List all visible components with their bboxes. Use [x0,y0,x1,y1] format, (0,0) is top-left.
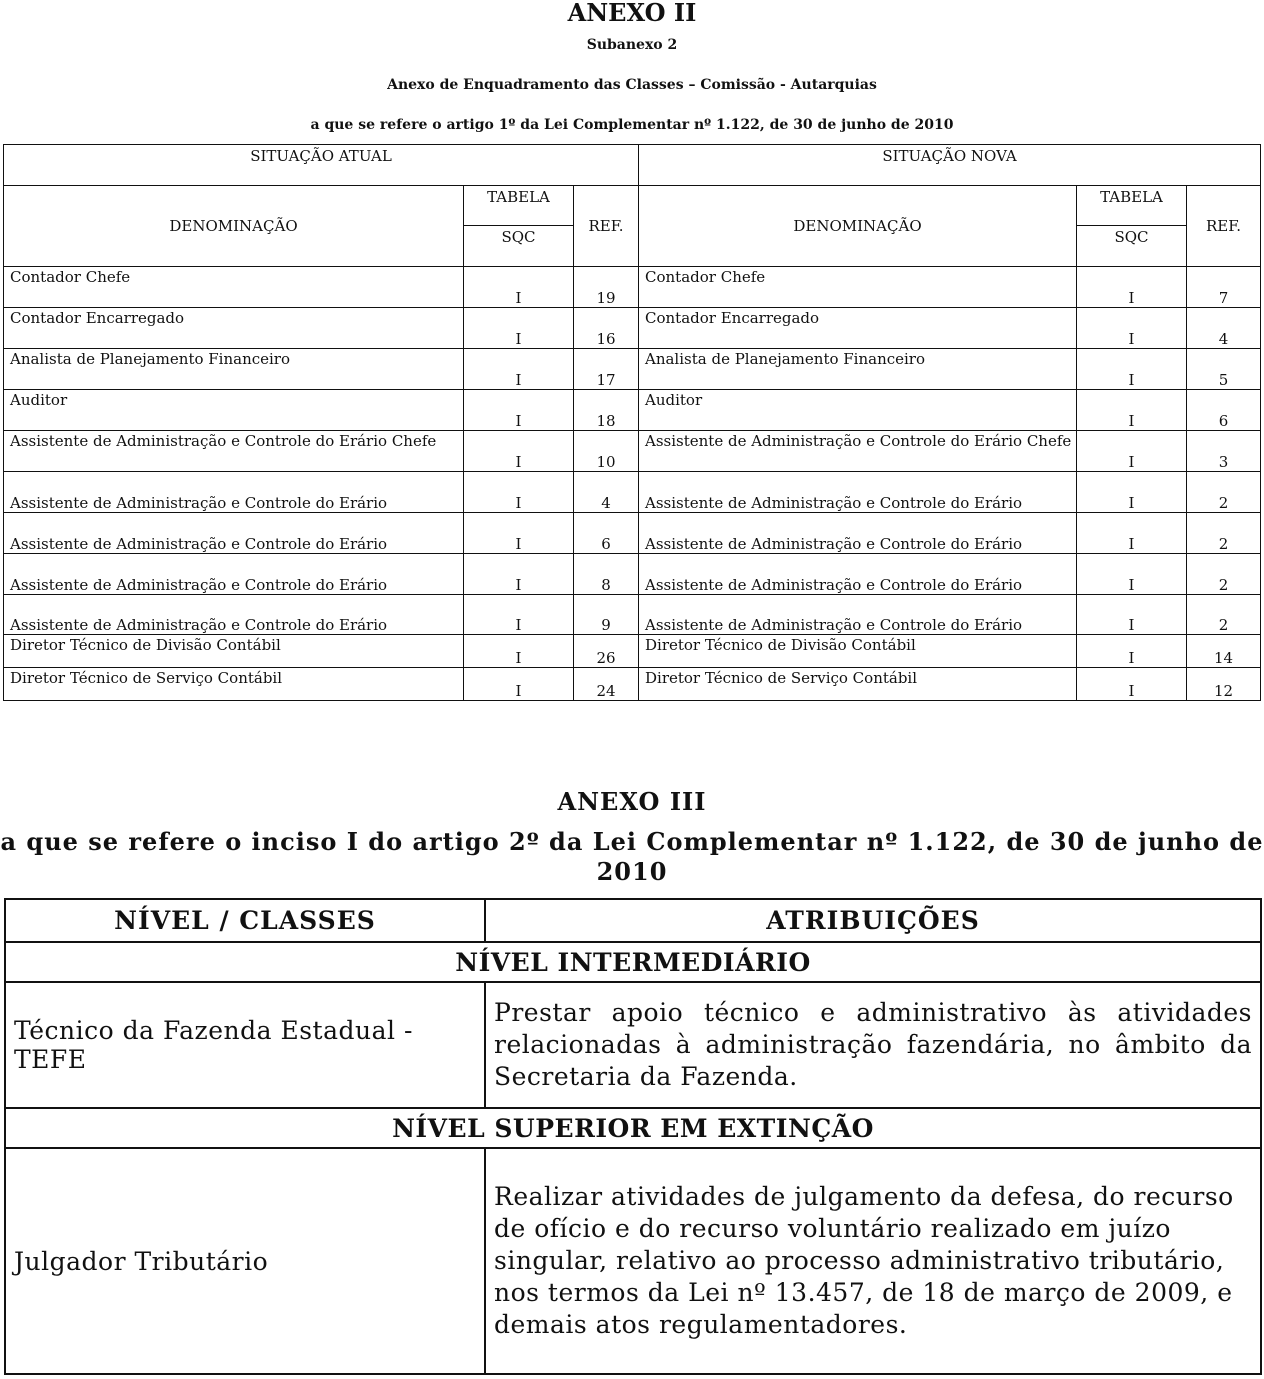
nova-sqc: I [1077,349,1187,390]
atual-sqc: I [464,595,574,635]
atual-sqc: I [464,554,574,595]
atual-denominacao: Contador Chefe [4,267,464,308]
atual-ref: 17 [574,349,639,390]
nova-denominacao: Contador Chefe [639,267,1077,308]
atual-ref: 8 [574,554,639,595]
atual-denominacao: Auditor [4,390,464,431]
table-row [4,308,1261,349]
table-row [4,267,1261,308]
header-ref-atual: REF. [574,186,639,267]
nova-sqc: I [1077,668,1187,701]
header-atribuicoes: ATRIBUIÇÕES [485,899,1261,942]
atribuicao-text: Realizar atividades de julgamento da defesa, do recurso de ofício e do recurso voluntário realizado em juízo singular, relativo ao processo administrativo tributário, nos termos da Lei nº 13.457, de 18 de março de 2009, e demais atos regulamentadores. [485,1148,1261,1374]
nova-ref: 14 [1187,635,1261,668]
nova-ref: 7 [1187,267,1261,308]
table-row [4,349,1261,390]
atual-ref: 24 [574,668,639,701]
header-denominacao-nova: DENOMINAÇÃO [639,186,1077,267]
atribuicoes-table [4,898,1262,1375]
nova-denominacao: Assistente de Administração e Controle do Erário [639,513,1077,554]
header-nivel-classes: NÍVEL / CLASSES [5,899,485,942]
enquadramento-table [3,144,1261,701]
header-denominacao-atual: DENOMINAÇÃO [4,186,464,267]
nova-denominacao: Assistente de Administração e Controle do Erário Chefe [639,431,1077,472]
header-situacao-nova: SITUAÇÃO NOVA [639,145,1261,186]
table-row [4,431,1261,472]
atual-denominacao: Assistente de Administração e Controle do Erário [4,595,464,635]
nova-denominacao: Assistente de Administração e Controle do Erário [639,554,1077,595]
nova-ref: 3 [1187,431,1261,472]
atual-denominacao: Contador Encarregado [4,308,464,349]
nova-sqc: I [1077,635,1187,668]
table-row [5,1148,1261,1374]
nova-sqc: I [1077,267,1187,308]
band-nivel-superior: NÍVEL SUPERIOR EM EXTINÇÃO [5,1108,1261,1148]
nova-ref: 12 [1187,668,1261,701]
atual-ref: 9 [574,595,639,635]
band-nivel-intermediario: NÍVEL INTERMEDIÁRIO [5,942,1261,982]
nova-denominacao: Diretor Técnico de Divisão Contábil [639,635,1077,668]
nova-denominacao: Diretor Técnico de Serviço Contábil [639,668,1077,701]
atual-denominacao: Assistente de Administração e Controle do Erário Chefe [4,431,464,472]
atual-ref: 6 [574,513,639,554]
atual-sqc: I [464,390,574,431]
nova-denominacao: Assistente de Administração e Controle do Erário [639,595,1077,635]
header-sqc-atual: SQC [464,226,574,267]
atual-ref: 4 [574,472,639,513]
anexo-ii-caption: Anexo de Enquadramento das Classes – Comissão - Autarquias [387,77,877,93]
anexo-ii-reference: a que se refere o artigo 1º da Lei Complementar nº 1.122, de 30 de junho de 2010 [310,117,954,133]
atual-ref: 16 [574,308,639,349]
nova-denominacao: Assistente de Administração e Controle do Erário [639,472,1077,513]
nova-ref: 2 [1187,595,1261,635]
atual-sqc: I [464,668,574,701]
nova-ref: 2 [1187,513,1261,554]
anexo-ii-title: ANEXO II [567,0,697,27]
atual-ref: 10 [574,431,639,472]
nova-sqc: I [1077,431,1187,472]
header-ref-nova: REF. [1187,186,1261,267]
anexo-iii-title: ANEXO III [557,787,707,816]
nova-ref: 6 [1187,390,1261,431]
nova-denominacao: Analista de Planejamento Financeiro [639,349,1077,390]
table-row [4,668,1261,701]
atual-ref: 26 [574,635,639,668]
nova-denominacao: Contador Encarregado [639,308,1077,349]
anexo-iii-reference: a que se refere o inciso I do artigo 2º da Lei Complementar nº 1.122, de 30 de junho de 2010 [0,827,1264,886]
atual-sqc: I [464,349,574,390]
atual-denominacao: Analista de Planejamento Financeiro [4,349,464,390]
nova-sqc: I [1077,308,1187,349]
table-row [4,595,1261,635]
nova-sqc: I [1077,554,1187,595]
subanexo-title: Subanexo 2 [586,37,678,53]
atual-denominacao: Assistente de Administração e Controle do Erário [4,554,464,595]
atual-ref: 18 [574,390,639,431]
table-row [4,513,1261,554]
atual-sqc: I [464,431,574,472]
atual-ref: 19 [574,267,639,308]
nova-sqc: I [1077,513,1187,554]
atual-sqc: I [464,472,574,513]
classe-name: Técnico da Fazenda Estadual - TEFE [5,982,485,1108]
atual-sqc: I [464,635,574,668]
atribuicao-text: Prestar apoio técnico e administrativo às atividades relacionadas à administração fazendária, no âmbito da Secretaria da Fazenda. [485,982,1261,1108]
table-row [4,390,1261,431]
nova-sqc: I [1077,472,1187,513]
header-tabela-atual: TABELA [464,186,574,226]
table-row [4,635,1261,668]
atual-sqc: I [464,308,574,349]
atual-denominacao: Diretor Técnico de Divisão Contábil [4,635,464,668]
table-row [4,472,1261,513]
nova-denominacao: Auditor [639,390,1077,431]
atual-denominacao: Assistente de Administração e Controle do Erário [4,513,464,554]
nova-ref: 2 [1187,554,1261,595]
atual-denominacao: Assistente de Administração e Controle do Erário [4,472,464,513]
nova-ref: 4 [1187,308,1261,349]
header-situacao-atual: SITUAÇÃO ATUAL [4,145,639,186]
table-row [4,554,1261,595]
classe-name: Julgador Tributário [5,1148,485,1374]
nova-sqc: I [1077,390,1187,431]
nova-ref: 5 [1187,349,1261,390]
header-tabela-nova: TABELA [1077,186,1187,226]
header-sqc-nova: SQC [1077,226,1187,267]
atual-denominacao: Diretor Técnico de Serviço Contábil [4,668,464,701]
nova-sqc: I [1077,595,1187,635]
nova-ref: 2 [1187,472,1261,513]
atual-sqc: I [464,513,574,554]
atual-sqc: I [464,267,574,308]
table-row [5,982,1261,1108]
